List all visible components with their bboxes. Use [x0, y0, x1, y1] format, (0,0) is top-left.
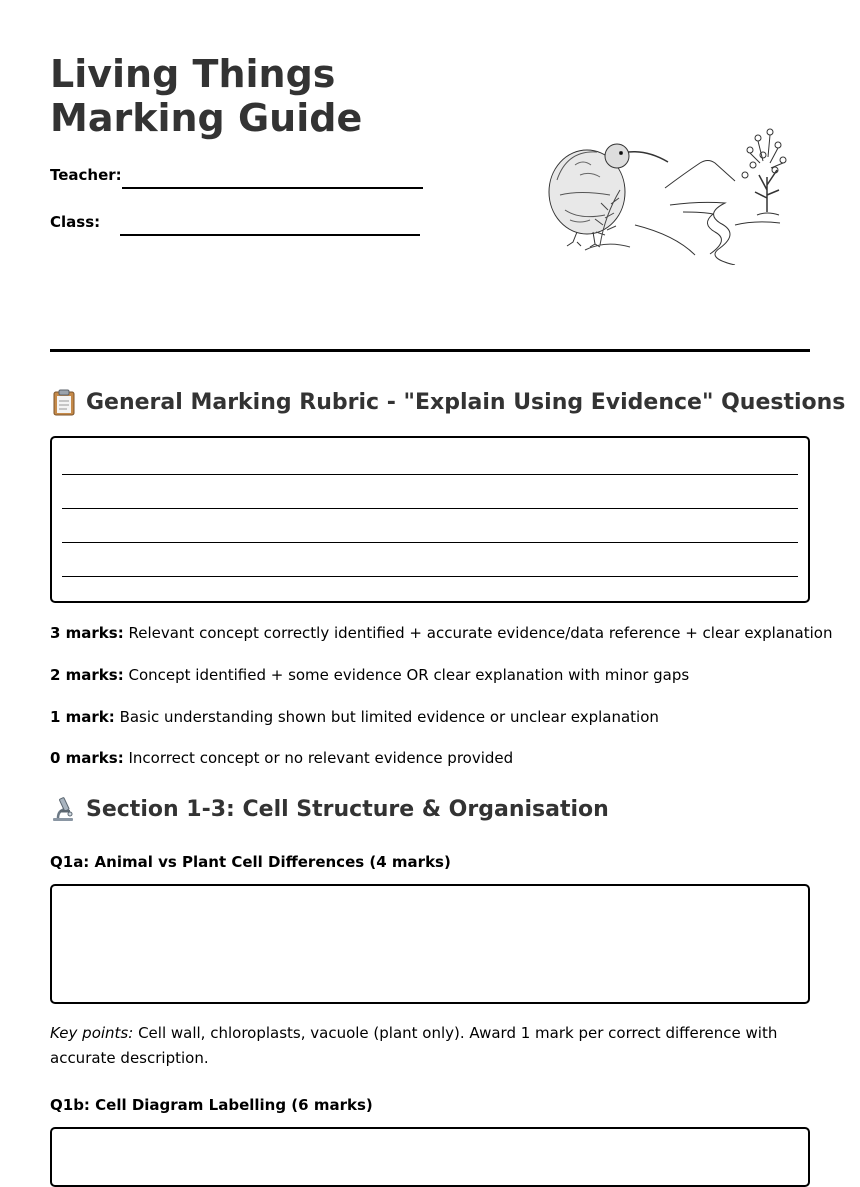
- kiwi-bird-landscape-illustration: [545, 120, 790, 265]
- q1a-key-text: Cell wall, chloroplasts, vacuole (plant only). Award 1 mark per correct difference with accurate description.: [50, 1024, 778, 1067]
- q1a-title: Q1a: Animal vs Plant Cell Differences (4 marks): [50, 853, 451, 871]
- rubric-level-1-text: Basic understanding shown but limited evidence or unclear explanation: [114, 708, 659, 726]
- rubric-level-3: [50, 624, 832, 642]
- rubric-level-3-text: Relevant concept correctly identified + accurate evidence/data reference + clear explanation: [123, 624, 833, 642]
- q1a-key-label: Key points:: [50, 1024, 134, 1042]
- rubric-answer-box[interactable]: [50, 436, 810, 603]
- class-field: [50, 213, 100, 231]
- q1a-answer-box[interactable]: [50, 884, 810, 1004]
- rubric-level-2-text: Concept identified + some evidence OR clear explanation with minor gaps: [123, 666, 690, 684]
- section1-heading: [50, 795, 609, 823]
- clipboard-icon: [50, 388, 78, 416]
- teacher-label: Teacher:: [50, 166, 122, 184]
- ruled-line: [62, 576, 798, 577]
- ruled-line: [62, 508, 798, 509]
- rubric-level-1: [50, 708, 659, 726]
- rubric-level-2: [50, 666, 689, 684]
- header-divider: [50, 349, 810, 352]
- rubric-level-0: [50, 749, 513, 767]
- page-title: Living Things Marking Guide: [50, 52, 363, 140]
- rubric-level-1-marks: 1 mark:: [50, 708, 115, 726]
- rubric-level-2-marks: 2 marks:: [50, 666, 124, 684]
- q1b-answer-box[interactable]: [50, 1127, 810, 1187]
- q1a-key-points: [50, 1021, 810, 1071]
- microscope-icon: [50, 795, 78, 823]
- section1-heading-text: Section 1-3: Cell Structure & Organisation: [86, 796, 609, 822]
- class-label: Class:: [50, 213, 101, 231]
- q1b-title: Q1b: Cell Diagram Labelling (6 marks): [50, 1096, 373, 1114]
- ruled-line: [62, 474, 798, 475]
- rubric-level-0-marks: 0 marks:: [50, 749, 124, 767]
- rubric-heading: [50, 388, 845, 416]
- rubric-level-0-text: Incorrect concept or no relevant evidence provided: [123, 749, 514, 767]
- teacher-field: [50, 166, 122, 184]
- rubric-level-3-marks: 3 marks:: [50, 624, 124, 642]
- rubric-heading-text: General Marking Rubric - "Explain Using Evidence" Questions: [86, 389, 846, 415]
- ruled-line: [62, 542, 798, 543]
